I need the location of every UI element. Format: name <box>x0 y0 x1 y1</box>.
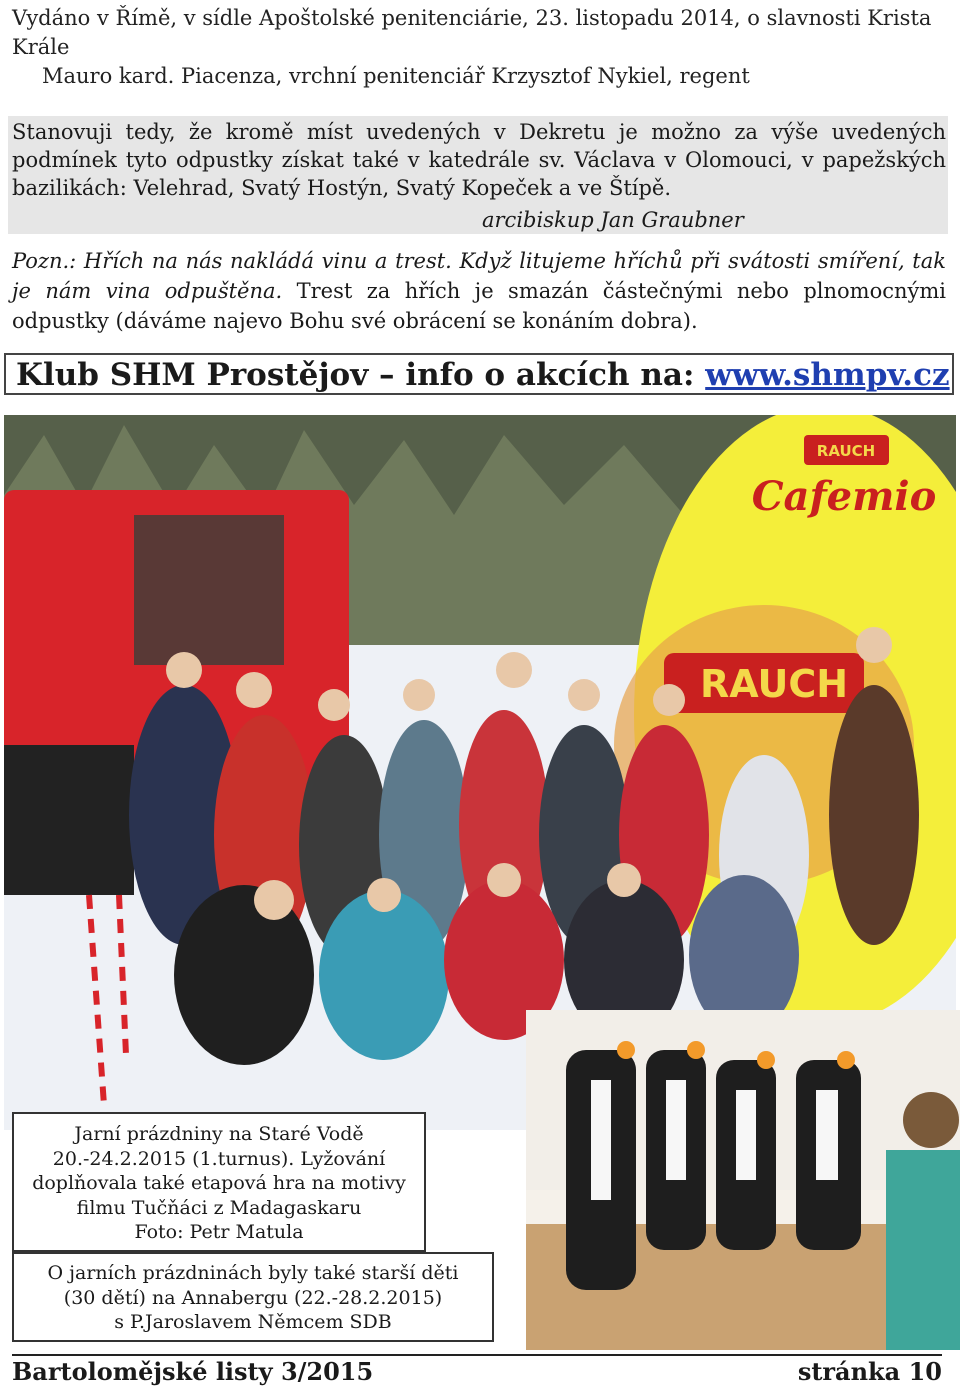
caption1-line5: Foto: Petr Matula <box>134 1221 304 1243</box>
caption-annaberg <box>12 1252 494 1342</box>
issued-line: Vydáno v Římě, v sídle Apoštolské penitenciárie, 23. listopadu 2014, o slavnosti Krista Krále <box>12 6 932 59</box>
page-footer <box>12 1354 942 1388</box>
caption2-line3: s P.Jaroslavem Němcem SDB <box>114 1311 392 1333</box>
penguin-play-illustration <box>526 1010 960 1350</box>
signatories-line: Mauro kard. Piacenza, vrchní penitenciář Krzysztof Nykiel, regent <box>42 64 750 88</box>
caption-spring-holidays <box>12 1112 426 1252</box>
publication-name: Bartolomějské listy 3/2015 <box>12 1357 374 1386</box>
cafemio-sign: Cafemio <box>751 473 937 520</box>
caption2-line1: O jarních prázdninách byly také starší děti <box>47 1262 459 1284</box>
caption2-line2: (30 dětí) na Annabergu (22.-28.2.2015) <box>63 1286 443 1309</box>
note-italic: Pozn.: Hřích na nás nakládá vinu a trest. Když litujeme hříchů při svátosti smíření, tak je nám vina odpuštěna. <box>12 249 946 303</box>
klub-banner <box>4 353 954 395</box>
decree-signature: arcibiskup Jan Graubner <box>482 208 744 232</box>
decree-text: Stanovuji tedy, že kromě míst uvedených v Dekretu je možno za výše uvedených podmínek tyto odpustky získat také v katedrále sv. Václava v Olomouci, v papežských bazilikách: Velehrad, Svatý Hostýn, Svatý Kopeček a ve Štípě. <box>12 120 946 200</box>
rauch-small-sign: RAUCH <box>816 442 876 460</box>
note-plain: Trest za hřích je smazán částečnými nebo plnomocnými odpustky (dáváme najevo Bohu své obrácení se konáním dobra). <box>12 279 946 333</box>
rauch-logo-sign: RAUCH <box>699 662 849 706</box>
caption1-line3: doplňovala také etapová hra na motivy <box>32 1172 406 1194</box>
caption1-line2: 20.-24.2.2015 (1.turnus). Lyžování <box>52 1147 386 1170</box>
caption1-line1: Jarní prázdniny na Staré Vodě <box>74 1123 364 1145</box>
top-paragraph <box>12 4 952 91</box>
caption1-line4: filmu Tučňáci z Madagaskaru <box>76 1196 362 1219</box>
note-paragraph <box>12 246 946 336</box>
klub-website-link[interactable]: www.shmpv.cz <box>705 357 950 393</box>
klub-banner-text: Klub SHM Prostějov – info o akcích na: <box>16 357 706 393</box>
penguin-play-photo <box>526 1010 960 1350</box>
page-number: stránka 10 <box>797 1357 942 1386</box>
